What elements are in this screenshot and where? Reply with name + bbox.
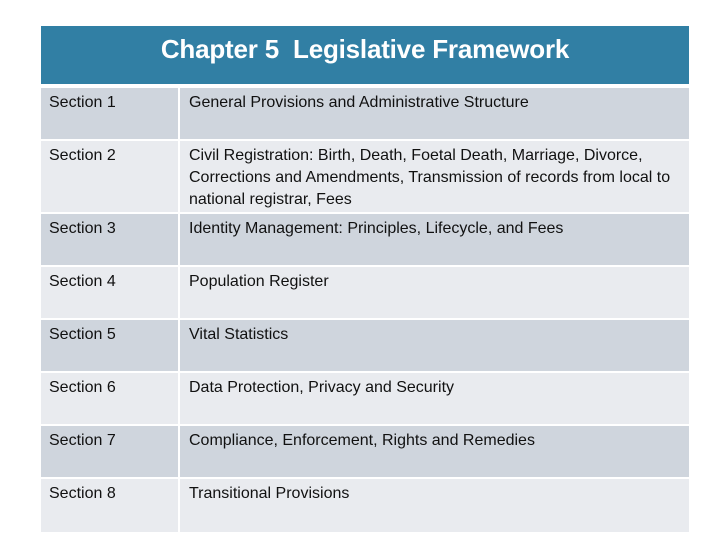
section-description: Transitional Provisions: [189, 485, 350, 502]
section-description: General Provisions and Administrative Structure: [189, 94, 529, 111]
section-description: Vital Statistics: [189, 326, 289, 343]
section-description: Population Register: [189, 273, 329, 290]
legislative-framework-table: [41, 26, 689, 532]
section-description: Compliance, Enforcement, Rights and Remedies: [189, 432, 535, 449]
section-description: Identity Management: Principles, Lifecycle, and Fees: [189, 220, 564, 237]
table-row: [41, 267, 689, 320]
section-label: Section 6: [41, 373, 180, 424]
section-label: Section 4: [41, 267, 180, 318]
section-label: Section 2: [41, 141, 180, 212]
section-label: Section 8: [41, 479, 180, 532]
section-description: Data Protection, Privacy and Security: [189, 379, 455, 396]
table-row: [41, 141, 689, 214]
table-row: [41, 88, 689, 141]
table-row: [41, 320, 689, 373]
section-label: Section 1: [41, 88, 180, 139]
table-row: [41, 373, 689, 426]
section-label: Section 3: [41, 214, 180, 265]
section-label: Section 7: [41, 426, 180, 477]
page-title: Chapter 5 Legislative Framework: [160, 34, 570, 64]
section-label: Section 5: [41, 320, 180, 371]
table-header: [41, 26, 689, 86]
section-description: Civil Registration: Birth, Death, Foetal Death, Marriage, Divorce, Corrections and Amendments, Transmission of records from local to national registrar, Fees: [189, 147, 671, 208]
table-row: [41, 426, 689, 479]
table-row: [41, 214, 689, 267]
table-row: [41, 479, 689, 532]
